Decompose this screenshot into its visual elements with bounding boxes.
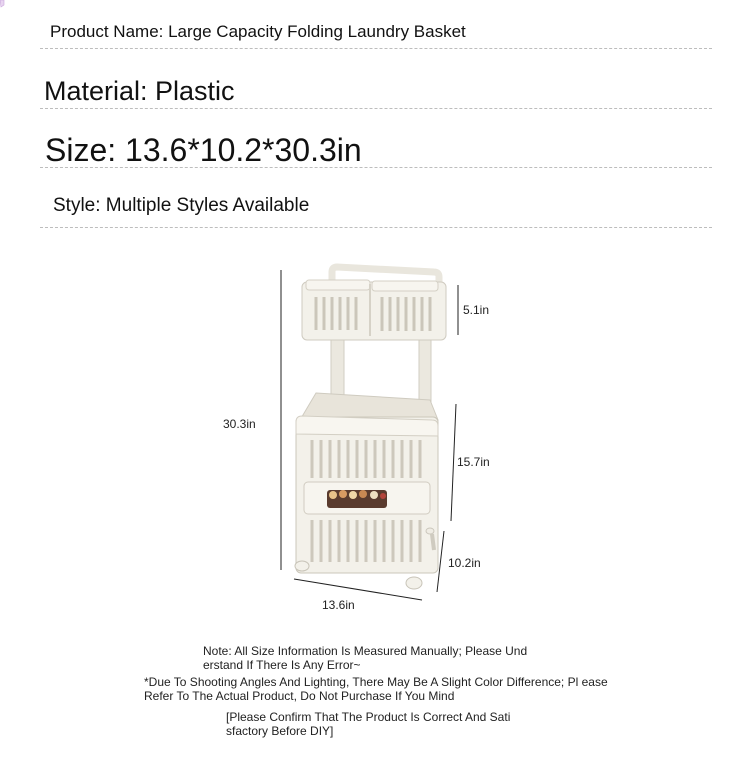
top-basket-height-label: 5.1in <box>463 303 490 317</box>
note-measurement: Note: All Size Information Is Measured Manually; Please Und erstand If There Is Any Error~ <box>203 644 528 672</box>
bottom-basket <box>296 393 438 573</box>
width-label: 13.6in <box>322 598 355 612</box>
basket-frame <box>295 267 446 589</box>
top-basket <box>302 280 446 340</box>
depth-label: 10.2in <box>448 556 481 570</box>
size-text: Size: 13.6*10.2*30.3in <box>45 132 362 168</box>
product-name-text: Product Name: Large Capacity Folding Laundry Basket <box>50 22 466 41</box>
width-line <box>294 579 422 600</box>
material-text: Material: Plastic <box>44 76 235 106</box>
note-color-difference: *Due To Shooting Angles And Lighting, There May Be A Slight Color Difference; Pl ease Refer To The Actual Product, Do Not Purchase If You Mind <box>144 675 608 703</box>
note-confirm: [Please Confirm That The Product Is Correct And Sati sfactory Before DIY] <box>226 710 511 738</box>
bottom-basket-height-line <box>451 404 456 521</box>
bottom-basket-height-label: 15.7in <box>457 455 490 469</box>
style-text: Style: Multiple Styles Available <box>53 195 310 216</box>
total-height-label: 30.3in <box>223 417 256 431</box>
cartoon-sticker <box>327 490 387 508</box>
